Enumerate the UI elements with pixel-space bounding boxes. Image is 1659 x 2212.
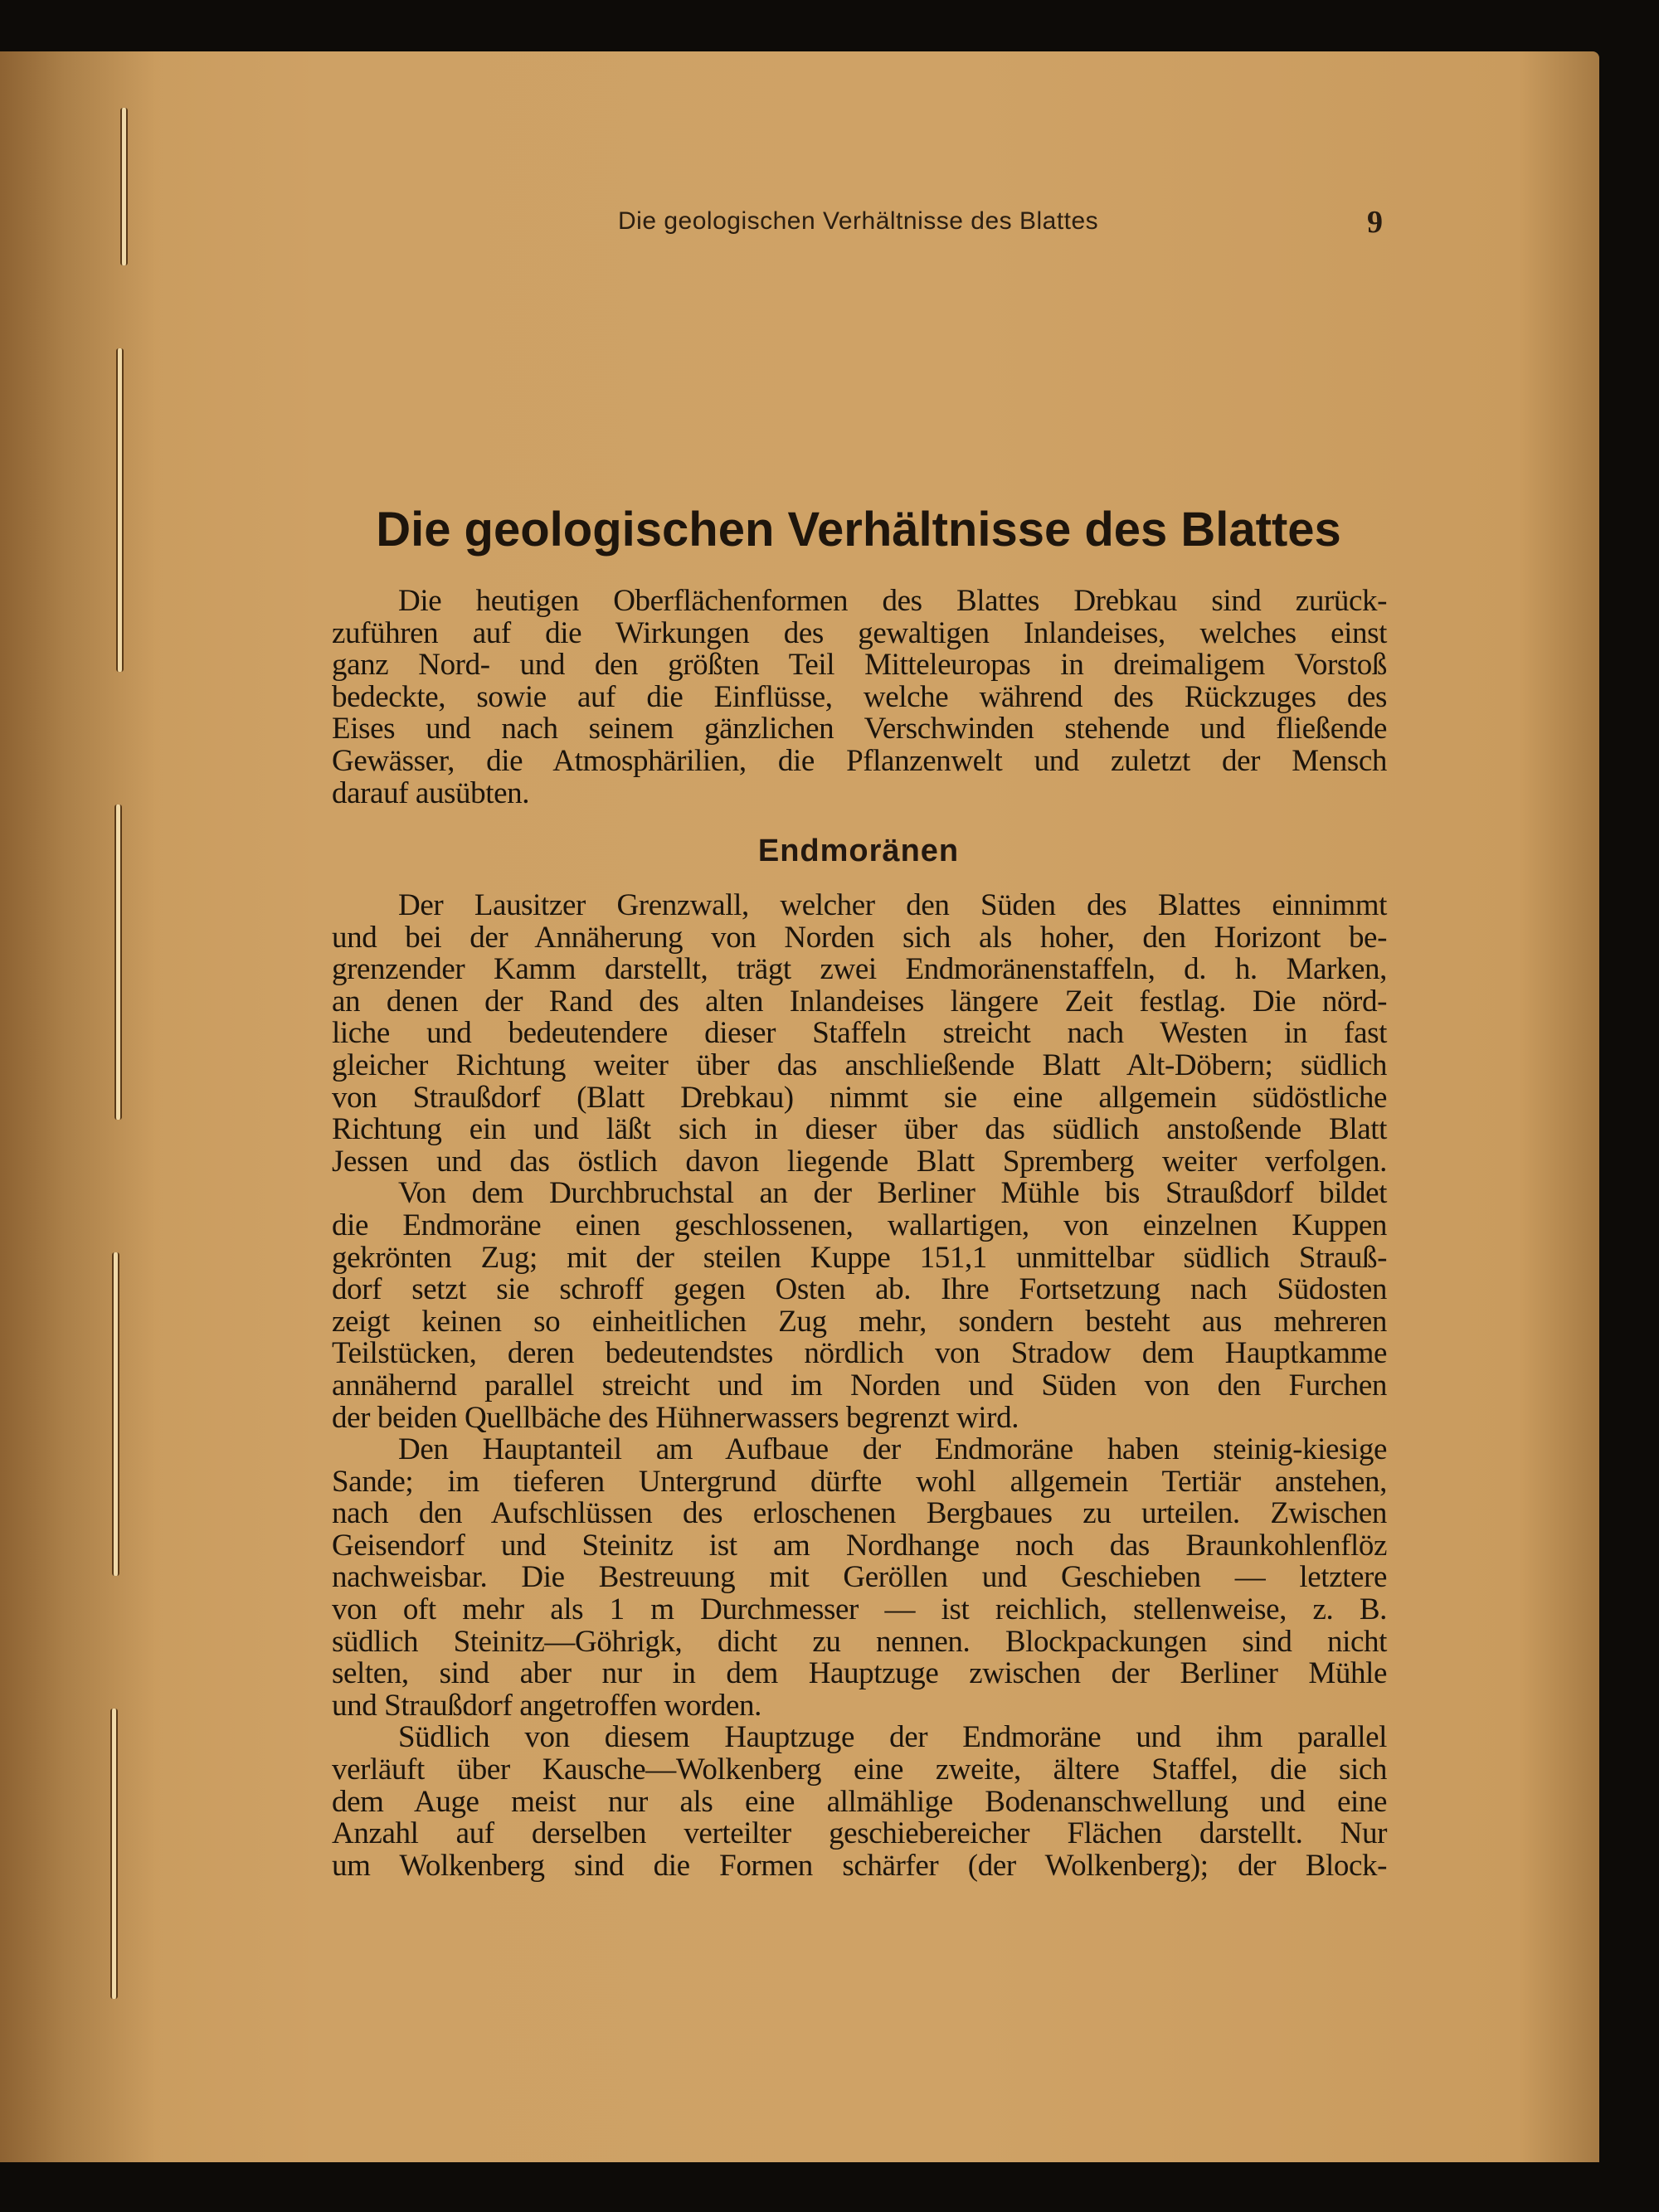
text-line: gekrönten Zug; mit der steilen Kuppe 151,1 unmittelbar südlich Strauß- (332, 1240, 1387, 1275)
text-line: annähernd parallel streicht und im Norden und Süden von den Furchen (332, 1368, 1387, 1403)
text-line: südlich Steinitz—Göhrigk, dicht zu nennen. Blockpackungen sind nicht (332, 1624, 1387, 1659)
text-line: darauf ausübten. (332, 775, 530, 810)
text-line: Geisendorf und Steinitz ist am Nordhange noch das Braunkohlenflöz (332, 1528, 1387, 1563)
text-line: liche und bedeutendere dieser Staffeln streicht nach Westen in fast (332, 1016, 1387, 1051)
running-header: Die geologischen Verhältnisse des Blattes (618, 207, 1099, 235)
text-line: der beiden Quellbäche des Hühnerwassers begrenzt wird. (332, 1400, 1019, 1435)
binding-stitch (112, 1252, 119, 1576)
binding-gutter (0, 51, 158, 2162)
text-line: dem Auge meist nur als eine allmählige Bodenanschwellung und eine (332, 1784, 1387, 1819)
text-line: bedeckte, sowie auf die Einflüsse, welche während des Rückzuges des (332, 679, 1387, 714)
text-line: Richtung ein und läßt sich in dieser über das südlich anstoßende Blatt (332, 1112, 1387, 1147)
text-line: Von dem Durchbruchstal an der Berliner Mühle bis Straußdorf bildet (398, 1176, 1387, 1211)
text-line: Eises und nach seinem gänzlichen Verschwinden stehende und fließende (332, 712, 1387, 746)
binding-stitch (120, 108, 128, 265)
text-line: ganz Nord- und den größten Teil Mitteleuropas in dreimaligem Vorstoß (332, 648, 1387, 683)
text-line: Die heutigen Oberflächenformen des Blattes Drebkau sind zurück- (398, 584, 1387, 618)
text-line: Der Lausitzer Grenzwall, welcher den Süden des Blattes einnimmt (398, 888, 1387, 922)
section-heading: Endmoränen (757, 834, 960, 868)
text-line: und bei der Annäherung von Norden sich als hoher, den Horizont be- (332, 920, 1387, 955)
text-line: Den Hauptanteil am Aufbaue der Endmoräne haben steinig-kiesige (398, 1432, 1387, 1467)
text-line: Südlich von diesem Hauptzuge der Endmoräne und ihm parallel (398, 1720, 1387, 1755)
text-line: Jessen und das östlich davon liegende Blatt Spremberg weiter verfolgen. (332, 1144, 1387, 1179)
text-line: um Wolkenberg sind die Formen schärfer (der Wolkenberg); der Block- (332, 1848, 1387, 1883)
text-line: von Straußdorf (Blatt Drebkau) nimmt sie eine allgemein südöstliche (332, 1080, 1387, 1115)
text-line: zeigt keinen so einheitlichen Zug mehr, sondern besteht aus mehreren (332, 1304, 1387, 1339)
text-line: gleicher Richtung weiter über das anschließende Blatt Alt-Döbern; südlich (332, 1048, 1387, 1082)
text-line: an denen der Rand des alten Inlandeises längere Zeit festlag. Die nörd- (332, 984, 1387, 1018)
text-line: grenzender Kamm darstellt, trägt zwei Endmoränenstaffeln, d. h. Marken, (332, 952, 1387, 987)
text-line: Gewässer, die Atmosphärilien, die Pflanzenwelt und zuletzt der Mensch (332, 743, 1387, 778)
text-line: selten, sind aber nur in dem Hauptzuge zwischen der Berliner Mühle (332, 1656, 1387, 1691)
binding-stitch (116, 348, 124, 672)
text-line: nachweisbar. Die Bestreuung mit Geröllen und Geschieben — letztere (332, 1560, 1387, 1595)
text-line: nach den Aufschlüssen des erloschenen Bergbaues zu urteilen. Zwischen (332, 1496, 1387, 1531)
text-line: Anzahl auf derselben verteilter geschiebereicher Flächen darstellt. Nur (332, 1816, 1387, 1851)
chapter-title: Die geologischen Verhältnisse des Blattes (376, 503, 1341, 557)
binding-stitch (110, 1709, 118, 1999)
intro-paragraph (332, 586, 1387, 809)
text-line: Teilstücken, deren bedeutendstes nördlich von Stradow dem Hauptkamme (332, 1336, 1387, 1371)
page-number: 9 (1367, 205, 1383, 240)
text-line: dorf setzt sie schroff gegen Osten ab. Ihre Fortsetzung nach Südosten (332, 1272, 1387, 1307)
text-line: verläuft über Kausche—Wolkenberg eine zweite, ältere Staffel, die sich (332, 1753, 1387, 1787)
text-line: zuführen auf die Wirkungen des gewaltigen Inlandeises, welches einst (332, 615, 1387, 650)
text-line: die Endmoräne einen geschlossenen, wallartigen, von einzelnen Kuppen (332, 1208, 1387, 1242)
binding-stitch (114, 805, 122, 1120)
text-line: und Straußdorf angetroffen worden. (332, 1688, 761, 1723)
text-line: von oft mehr als 1 m Durchmesser — ist reichlich, stellenweise, z. B. (332, 1592, 1387, 1627)
section-body (332, 890, 1387, 1882)
text-line: Sande; im tieferen Untergrund dürfte wohl allgemein Tertiär anstehen, (332, 1464, 1387, 1499)
